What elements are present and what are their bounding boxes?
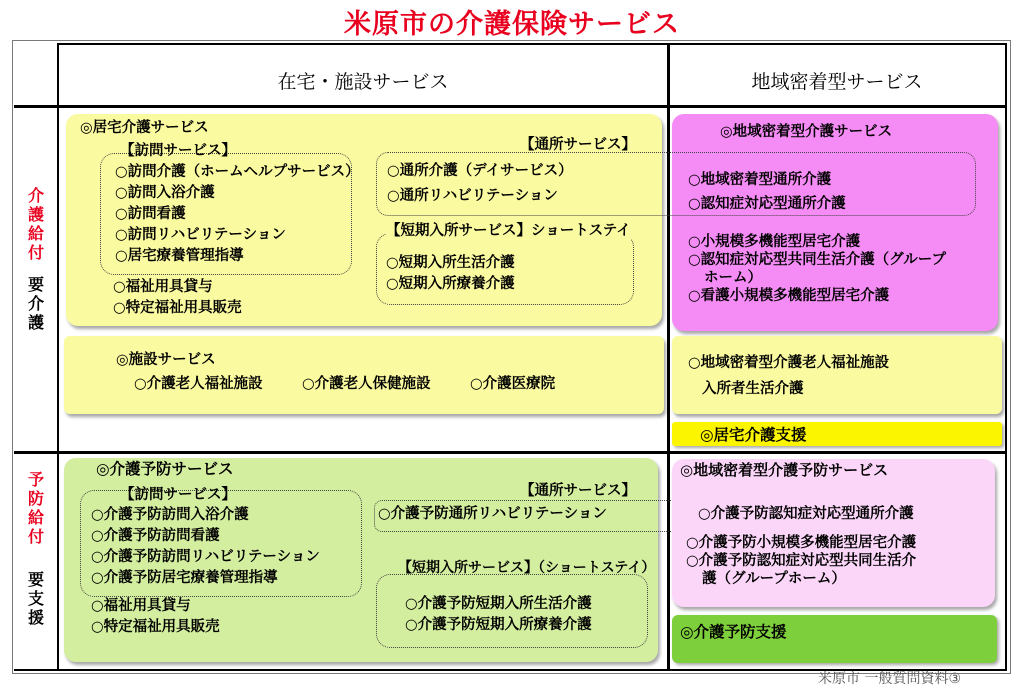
home-care-title: ◎居宅介護サービス	[80, 120, 209, 136]
list-item: ○認知症対応型共同生活介護（グループ	[688, 252, 946, 268]
list-item: ○地域密着型通所介護	[688, 172, 832, 188]
side-label-care-sub: 要介護	[27, 275, 44, 332]
list-item: ○介護予防訪問入浴介護	[91, 507, 249, 523]
list-item: ○介護予防訪問看護	[91, 528, 220, 544]
visit-service-list	[115, 162, 360, 267]
list-item: ○福祉用具貸与	[113, 279, 213, 295]
grid-line-mid	[14, 451, 1007, 454]
list-item: ○特定福祉用具販売	[113, 300, 242, 316]
list-item: ○訪問看護	[115, 206, 186, 222]
list-item: ○介護予防訪問リハビリテーション	[91, 549, 320, 565]
list-item: ○短期入所療養介護	[386, 276, 515, 292]
side-label-prev-sub: 要支援	[27, 570, 44, 627]
prev-short-list	[405, 594, 592, 636]
list-item: ○訪問リハビリテーション	[115, 227, 286, 243]
list-item: ○介護予防短期入所療養介護	[405, 617, 592, 633]
prevention-support-label: ◎介護予防支援	[680, 623, 787, 641]
grid-line-left	[57, 43, 59, 671]
grid-line-right	[1005, 43, 1007, 671]
facility-item-2: ○介護老人保健施設	[302, 376, 431, 392]
list-item: ○介護予防小規模多機能型居宅介護	[686, 535, 917, 551]
header-home-facility: 在宅・施設サービス	[277, 71, 449, 93]
community-care-list	[688, 233, 946, 305]
grid-line-center	[667, 43, 670, 671]
community-facility-list	[688, 350, 889, 402]
community-care-title: ◎地域密着型介護サービス	[720, 124, 893, 140]
prevention-title: ◎介護予防サービス	[96, 460, 234, 478]
list-item: ○介護予防居宅療養管理指導	[91, 570, 278, 586]
prev-welfare-list	[91, 596, 220, 638]
short-stay-list	[386, 253, 515, 295]
list-item: ○福祉用具貸与	[91, 598, 191, 614]
list-item: 護（グループホーム）	[702, 571, 846, 587]
page-title: 米原市の介護保険サービス	[344, 9, 680, 40]
list-item: 入所者生活介護	[702, 381, 804, 397]
list-item: ○介護予防短期入所生活介護	[405, 596, 592, 612]
facility-item-3: ○介護医療院	[470, 376, 556, 392]
community-prev-item-1: ○介護予防認知症対応型通所介護	[698, 506, 914, 522]
facility-item-1: ○介護老人福祉施設	[134, 376, 263, 392]
list-item: ○短期入所生活介護	[386, 255, 515, 271]
list-item: ○地域密着型介護老人福祉施設	[688, 355, 890, 371]
list-item: ホーム）	[704, 270, 762, 286]
list-item: ○訪問介護（ホームヘルプサービス）	[115, 164, 360, 180]
grid-line-header	[14, 105, 1007, 108]
prev-visit-list	[91, 505, 320, 589]
day-service-group	[376, 152, 976, 216]
care-support-label: ◎居宅介護支援	[700, 426, 807, 444]
list-item: ○介護予防認知症対応型共同生活介	[686, 553, 917, 569]
footer-source: 米原市 一般質問資料③	[818, 671, 962, 687]
prev-day-item: ○介護予防通所リハビリテーション	[378, 506, 607, 522]
facility-title: ◎施設サービス	[116, 352, 216, 368]
day-service-title: 【通所サービス】	[520, 137, 636, 153]
grid-line-top	[58, 43, 1007, 45]
list-item: ○訪問入浴介護	[115, 185, 215, 201]
header-community: 地域密着型サービス	[751, 71, 923, 93]
prev-day-title: 【通所サービス】	[520, 483, 636, 499]
short-stay-title: 【短期入所サービス】ショートステイ	[386, 221, 631, 242]
list-item: ○特定福祉用具販売	[91, 619, 220, 635]
side-label-prev: 予防給付	[27, 470, 44, 546]
prev-visit-title: 【訪問サービス】	[120, 487, 236, 503]
community-prevention-title: ◎地域密着型介護予防サービス	[680, 461, 889, 479]
list-item: ○小規模多機能型居宅介護	[688, 234, 861, 250]
welfare-list	[113, 277, 242, 319]
list-item: ○認知症対応型通所介護	[688, 196, 846, 212]
visit-service-title: 【訪問サービス】	[120, 143, 236, 159]
list-item: ○看護小規模多機能型居宅介護	[688, 288, 890, 304]
side-label-care: 介護給付	[27, 186, 44, 262]
list-item: ○居宅療養管理指導	[115, 248, 244, 264]
community-prevention-list	[686, 534, 916, 588]
list-item: ○通所リハビリテーション	[387, 188, 558, 204]
list-item: ○通所介護（デイサービス）	[387, 163, 573, 179]
prev-short-title: 【短期入所サービス】（ショートステイ）	[398, 560, 656, 576]
